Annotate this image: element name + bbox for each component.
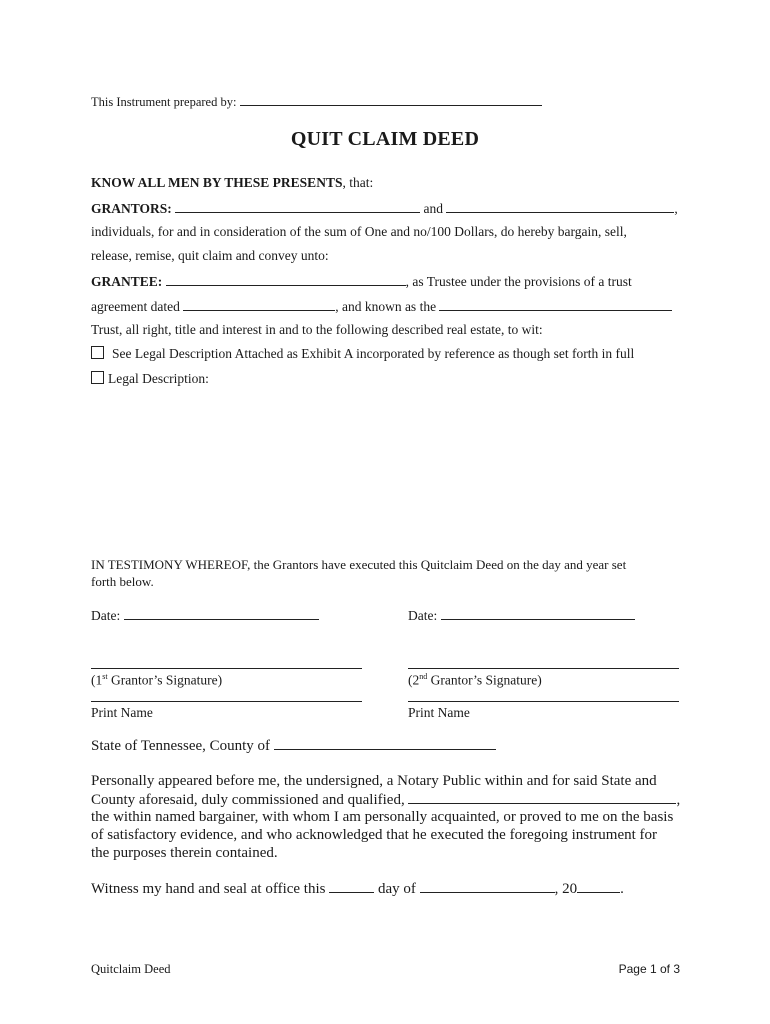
grantor-2-print-name-line[interactable]: [408, 701, 679, 702]
notary-line-3: the within named bargainer, with whom I am personally acquainted, or proved to me on the basis: [91, 809, 674, 825]
exhibit-checkbox[interactable]: [91, 346, 104, 359]
grantor-1-print-name-line[interactable]: [91, 701, 362, 702]
witness-text-1: Witness my hand and seal at office this: [91, 881, 326, 897]
caption-1-sup: st: [102, 672, 108, 681]
agreement-dated-label: agreement dated: [91, 299, 180, 314]
caption-2-suffix: Grantor’s Signature): [427, 672, 542, 688]
notary-line-2-comma: ,: [676, 792, 681, 808]
grantor-1-signature-caption: [91, 672, 222, 689]
caption-1-suffix: Grantor’s Signature): [107, 672, 223, 688]
date-2-label: Date:: [408, 608, 438, 623]
grantor-2-signature-line[interactable]: [408, 668, 679, 669]
grantee-trustee-text: , as Trustee under the provisions of a trust: [405, 274, 632, 289]
date-1-label: Date:: [91, 608, 121, 623]
testimony-line-2: forth below.: [91, 574, 154, 589]
grantee-line: [91, 273, 632, 290]
grantors-and: and: [423, 201, 444, 216]
grantor-2-signature-caption: [408, 672, 542, 689]
witness-month-field[interactable]: [420, 880, 555, 893]
prepared-by-line: [91, 93, 542, 110]
consideration-line-2: release, remise, quit claim and convey unto:: [91, 248, 329, 263]
print-name-2-label: Print Name: [408, 705, 470, 720]
footer-page-number: Page 1 of 3: [618, 962, 680, 976]
print-name-1-label: Print Name: [91, 705, 153, 720]
know-all-text: KNOW ALL MEN BY THESE PRESENTS: [91, 175, 343, 190]
witness-line: [91, 880, 624, 898]
state-county-label: State of Tennessee, County of: [91, 738, 271, 754]
grantor-2-field[interactable]: [446, 200, 674, 213]
witness-text-4: .: [620, 881, 624, 897]
witness-text-2: day of: [377, 881, 416, 897]
notary-line-2: [91, 791, 680, 809]
date-2-line: [408, 607, 635, 624]
county-field[interactable]: [274, 737, 496, 750]
grantors-label: GRANTORS:: [91, 201, 172, 216]
date-1-field[interactable]: [124, 607, 319, 620]
testimony-line-1: IN TESTIMONY WHEREOF, the Grantors have executed this Quitclaim Deed on the day and year set: [91, 557, 627, 572]
exhibit-option[interactable]: [91, 346, 634, 362]
witness-day-field[interactable]: [329, 880, 374, 893]
caption-1-prefix: (1: [91, 672, 103, 688]
state-county-line: [91, 737, 496, 755]
exhibit-option-label: See Legal Description Attached as Exhibit A incorporated by reference as though set forth in full: [112, 346, 635, 361]
legal-description-label: Legal Description:: [108, 371, 209, 386]
agreement-known-as: , and known as the: [335, 299, 437, 314]
notary-line-2-text: County aforesaid, duly commissioned and qualified,: [91, 792, 405, 808]
grantor-1-field[interactable]: [175, 200, 420, 213]
grantee-field[interactable]: [166, 273, 406, 286]
date-2-field[interactable]: [441, 607, 635, 620]
consideration-line-1: individuals, for and in consideration of the sum of One and no/100 Dollars, do hereby bargain, sell,: [91, 224, 627, 239]
agreement-line: [91, 298, 672, 315]
notary-line-4: of satisfactory evidence, and who acknowledged that he executed the foregoing instrument for: [91, 827, 658, 843]
document-title: QUIT CLAIM DEED: [290, 128, 480, 150]
date-1-line: [91, 607, 319, 624]
witness-year-field[interactable]: [577, 880, 620, 893]
trust-name-field[interactable]: [439, 298, 672, 311]
legal-description-option[interactable]: [91, 371, 209, 387]
witness-text-3: , 20: [554, 881, 578, 897]
intro-that: , that:: [342, 175, 374, 190]
grantors-line: [91, 200, 678, 217]
notary-line-1: Personally appeared before me, the undersigned, a Notary Public within and for said State and: [91, 773, 657, 789]
trust-line: Trust, all right, title and interest in and to the following described real estate, to wit:: [91, 322, 543, 337]
notary-commission-field[interactable]: [408, 791, 676, 804]
grantee-label: GRANTEE:: [91, 274, 163, 289]
grantors-comma: ,: [674, 201, 678, 216]
notary-line-5: the purposes therein contained.: [91, 845, 278, 861]
prepared-by-field[interactable]: [240, 93, 542, 106]
caption-2-prefix: (2: [408, 672, 420, 688]
footer-document-name: Quitclaim Deed: [91, 962, 171, 976]
prepared-by-label: This Instrument prepared by:: [91, 95, 237, 109]
agreement-date-field[interactable]: [183, 298, 335, 311]
intro-line: [91, 175, 373, 191]
caption-2-sup: nd: [419, 672, 428, 681]
grantor-1-signature-line[interactable]: [91, 668, 362, 669]
legal-description-checkbox[interactable]: [91, 371, 104, 384]
